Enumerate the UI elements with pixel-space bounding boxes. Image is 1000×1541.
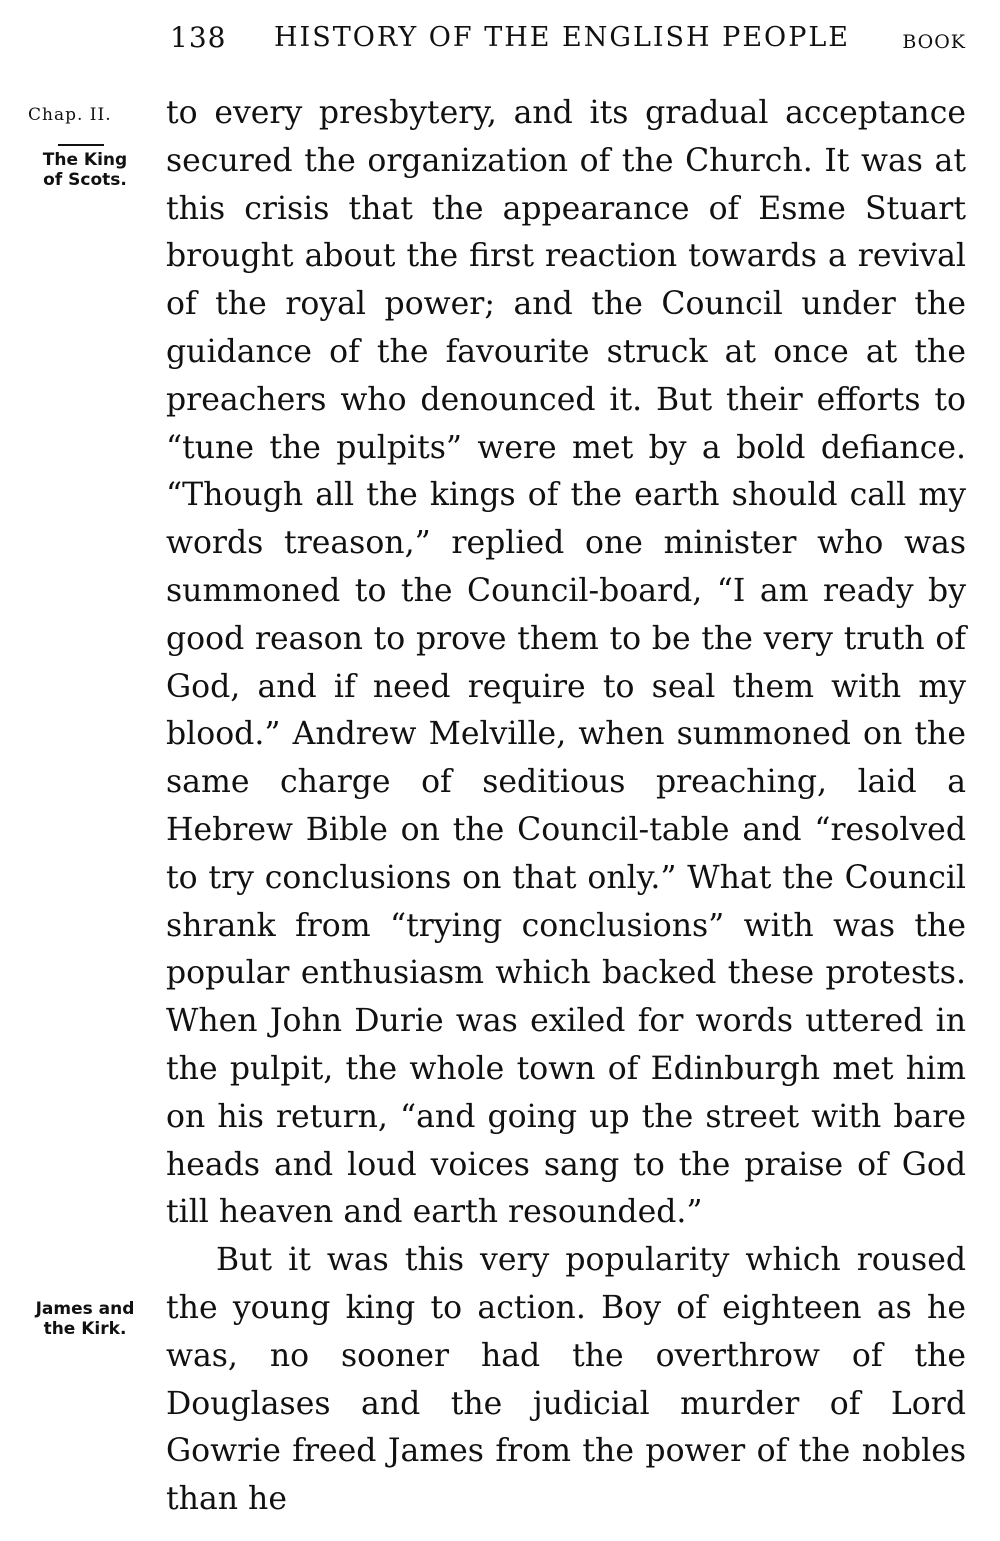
margin-note-king-of-scots: The King of Scots.	[42, 150, 128, 190]
running-title: HISTORY OF THE ENGLISH PEOPLE	[274, 22, 850, 53]
paragraph: But it was this very popularity which roused the young king to action. Boy of eighteen as he was, no sooner had the overthrow of the Douglases and the judicial murder of Lord Gowrie freed James from the power of the nobles than he	[166, 1242, 966, 1518]
book-label: BOOK	[902, 31, 966, 53]
page-number: 138	[170, 21, 227, 54]
page-header	[166, 18, 966, 58]
paragraph: to every presbytery, and its gradual acceptance secured the organization of the Church. It was at this crisis that the appearance of Esme Stuart brought about the first reaction towards a revival of the royal power; and the Council under the guidance of the favourite struck at once at the preachers who denounced it. But their efforts to “tune the pulpits” were met by a bold defiance. “Though all the kings of the earth should call my words treason,” replied one minister who was summoned to the Council-board, “I am ready by good reason to prove them to be the very truth of God, and if need require to seal them with my blood.” Andrew Melville, when summoned on the same charge of seditious preaching, laid a Hebrew Bible on the Council-table and “resolved to try conclusions on that only.” What the Council shrank from “trying conclusions” with was the popular enthusiasm which backed these protests. When John Durie was exiled for words uttered in the pulpit, the whole town of Edinburgh met him on his return, “and going up the street with bare heads and loud voices sang to the praise of God till heaven and earth resounded.”	[166, 95, 966, 1231]
chapter-label: Chap. II.	[28, 105, 112, 125]
chapter-rule	[58, 144, 104, 146]
margin-note-james-and-the-kirk: James and the Kirk.	[35, 1299, 135, 1339]
body-text	[166, 90, 966, 1524]
